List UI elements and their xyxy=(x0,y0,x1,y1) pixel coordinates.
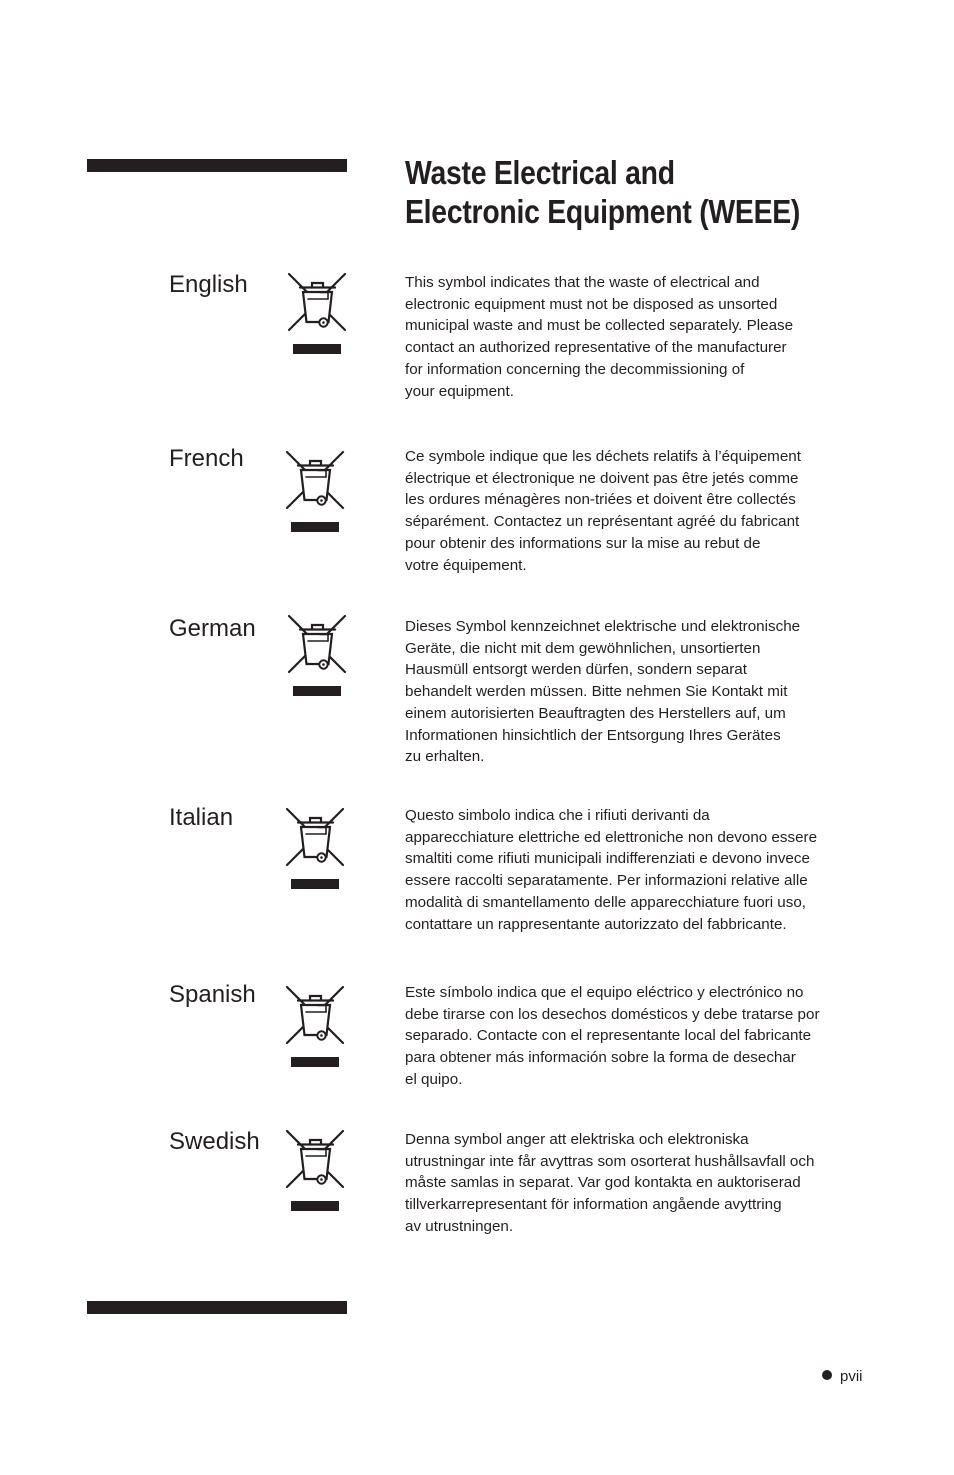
weee-crossed-bin-icon xyxy=(287,272,349,358)
language-label: Swedish xyxy=(169,1128,260,1155)
description-line: essere raccolti separatamente. Per informazioni relative alle xyxy=(405,872,808,890)
description-line: contattare un rappresentante autorizzato del fabbricante. xyxy=(405,915,787,933)
weee-crossed-bin-icon xyxy=(285,985,347,1071)
language-label: English xyxy=(169,271,248,298)
description-line: municipal waste and must be collected separately. Please xyxy=(405,317,794,335)
description-line: einem autorisierten Beauftragten des Herstellers auf, um xyxy=(405,704,786,722)
description-line: les ordures ménagères non-triées et doivent être collectés xyxy=(405,491,796,509)
weee-crossed-bin-icon xyxy=(285,1129,347,1215)
language-label: French xyxy=(169,445,244,472)
top-rule xyxy=(87,159,347,172)
weee-description xyxy=(405,982,875,1091)
description-line: for information concerning the decommissioning of xyxy=(405,360,745,378)
weee-description xyxy=(405,616,875,768)
weee-symbol xyxy=(285,1129,347,1215)
description-line: måste samlas in separat. Var god kontakta en auktoriserad xyxy=(405,1174,801,1192)
weee-symbol xyxy=(287,614,349,700)
weee-description xyxy=(405,805,875,935)
description-line: behandelt werden müssen. Bitte nehmen Sie Kontakt mit xyxy=(405,683,788,701)
description-line: pour obtenir des informations sur la mise au rebut de xyxy=(405,534,761,552)
page-number xyxy=(822,1367,863,1387)
description-line: Dieses Symbol kennzeichnet elektrische und elektronische xyxy=(405,618,801,635)
weee-crossed-bin-icon xyxy=(285,450,347,536)
weee-description xyxy=(405,272,875,402)
description-line: para obtener más información sobre la forma de desechar xyxy=(405,1049,796,1067)
weee-crossed-bin-icon xyxy=(285,807,347,893)
weee-symbol xyxy=(285,807,347,893)
language-label: German xyxy=(169,615,256,642)
weee-description xyxy=(405,446,875,576)
description-line: contact an authorized representative of the manufacturer xyxy=(405,339,787,357)
description-line: modalità di smantellamento delle apparecchiature fuori uso, xyxy=(405,893,807,911)
description-line: separado. Contacte con el representante local del fabricante xyxy=(405,1027,812,1045)
page-number-text: pvii xyxy=(840,1368,863,1385)
description-line: Este símbolo indica que el equipo eléctrico y electrónico no xyxy=(405,984,804,1001)
weee-symbol xyxy=(285,985,347,1071)
description-line: smaltiti come rifiuti municipali indifferenziati e devono invece xyxy=(405,850,810,868)
title-line-1: Waste Electrical and xyxy=(405,154,675,191)
title-line-2: Electronic Equipment (WEEE) xyxy=(405,193,801,230)
description-line: Hausmüll entsorgt werden dürfen, sondern separat xyxy=(405,661,747,679)
description-line: el quipo. xyxy=(405,1070,463,1088)
page-title xyxy=(405,153,852,231)
language-label: Italian xyxy=(169,804,234,831)
description-line: zu erhalten. xyxy=(405,748,485,766)
weee-symbol xyxy=(287,272,349,358)
description-line: tillverkarrepresentant för information angående avyttring xyxy=(405,1196,782,1214)
description-line: électrique et électronique ne doivent pas être jetés comme xyxy=(405,469,799,487)
weee-crossed-bin-icon xyxy=(287,614,349,700)
description-line: Ce symbole indique que les déchets relatifs à l’équipement xyxy=(405,448,801,465)
bullet-icon xyxy=(822,1370,832,1380)
description-line: av utrustningen. xyxy=(405,1217,514,1235)
description-line: Denna symbol anger att elektriska och elektroniska xyxy=(405,1131,749,1148)
language-label: Spanish xyxy=(169,981,256,1008)
description-line: This symbol indicates that the waste of electrical and xyxy=(405,274,760,291)
description-line: séparément. Contactez un représentant agréé du fabricant xyxy=(405,513,800,531)
description-line: Informationen hinsichtlich der Entsorgung Ihres Gerätes xyxy=(405,726,781,744)
bottom-rule xyxy=(87,1301,347,1314)
description-line: your equipment. xyxy=(405,382,514,400)
description-line: Questo simbolo indica che i rifiuti derivanti da xyxy=(405,807,710,824)
description-line: debe tirarse con los desechos domésticos y debe tratarse por xyxy=(405,1005,820,1023)
weee-symbol xyxy=(285,450,347,536)
description-line: utrustningar inte får avyttras som osorterat hushållsavfall och xyxy=(405,1152,815,1170)
description-line: apparecchiature elettriche ed elettroniche non devono essere xyxy=(405,828,818,846)
description-line: votre équipement. xyxy=(405,556,527,574)
description-line: electronic equipment must not be disposed as unsorted xyxy=(405,295,778,313)
weee-description xyxy=(405,1129,875,1238)
description-line: Geräte, die nicht mit dem gewöhnlichen, unsortierten xyxy=(405,639,761,657)
